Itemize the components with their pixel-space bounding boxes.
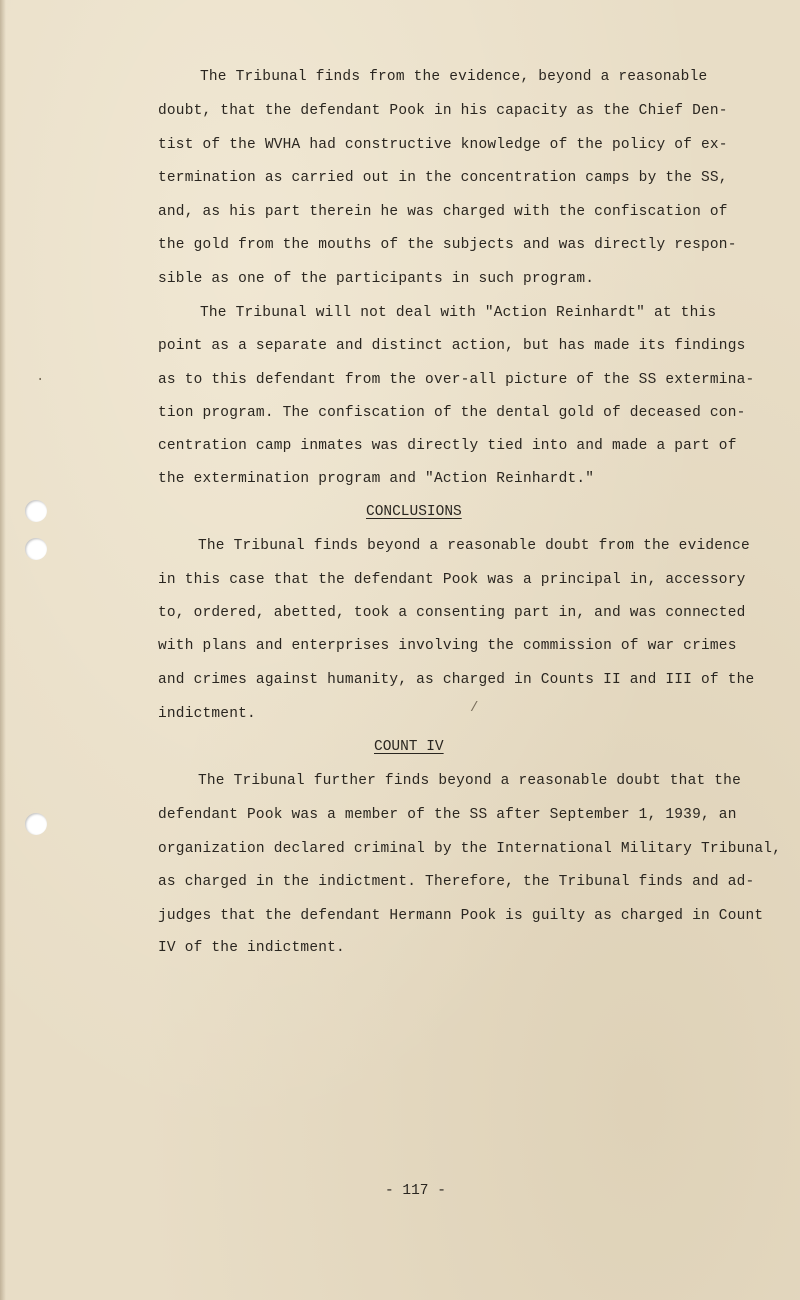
paragraph-3-line-4: with plans and enterprises involving the commission of war crimes — [158, 638, 737, 654]
paragraph-2-line-5: centration camp inmates was directly tied into and made a part of — [158, 438, 737, 454]
paragraph-2-line-2: point as a separate and distinct action, but has made its findings — [158, 338, 746, 354]
paragraph-2-line-3: as to this defendant from the over-all picture of the SS extermina- — [158, 372, 755, 388]
paragraph-1-line-5: and, as his part therein he was charged with the confiscation of — [158, 204, 728, 220]
paragraph-3-line-1: The Tribunal finds beyond a reasonable doubt from the evidence — [198, 538, 750, 554]
paragraph-3-line-2: in this case that the defendant Pook was a principal in, accessory — [158, 572, 746, 588]
stray-mark-icon: · — [36, 372, 45, 388]
count-iv-heading: COUNT IV — [374, 739, 444, 755]
paragraph-1-line-4: termination as carried out in the concentration camps by the SS, — [158, 170, 728, 186]
punch-hole-icon — [25, 813, 47, 835]
paragraph-2-line-4: tion program. The confiscation of the dental gold of deceased con- — [158, 405, 746, 421]
punch-hole-icon — [25, 500, 47, 522]
paragraph-1-line-2: doubt, that the defendant Pook in his capacity as the Chief Den- — [158, 103, 728, 119]
paragraph-3-line-5: and crimes against humanity, as charged in Counts II and III of the — [158, 672, 755, 688]
paragraph-3-line-3: to, ordered, abetted, took a consenting part in, and was connected — [158, 605, 746, 621]
paragraph-3-line-6: indictment. — [158, 706, 256, 722]
punch-hole-icon — [25, 538, 47, 560]
paragraph-2-line-1: The Tribunal will not deal with "Action Reinhardt" at this — [200, 305, 717, 321]
paragraph-4-line-6: IV of the indictment. — [158, 940, 345, 956]
paragraph-2-line-6: the extermination program and "Action Reinhardt." — [158, 471, 595, 487]
stray-pencil-mark-icon: / — [470, 700, 479, 716]
paragraph-1-line-7: sible as one of the participants in such program. — [158, 271, 595, 287]
paragraph-4-line-1: The Tribunal further finds beyond a reasonable doubt that the — [198, 773, 741, 789]
paragraph-1-line-3: tist of the WVHA had constructive knowledge of the policy of ex- — [158, 137, 728, 153]
paragraph-1-line-6: the gold from the mouths of the subjects and was directly respon- — [158, 237, 737, 253]
page-edge-shadow — [0, 0, 6, 1300]
paragraph-1-line-1: The Tribunal finds from the evidence, beyond a reasonable — [200, 69, 708, 85]
paragraph-4-line-3: organization declared criminal by the International Military Tribunal, — [158, 841, 782, 857]
conclusions-heading: CONCLUSIONS — [366, 504, 462, 520]
paragraph-4-line-4: as charged in the indictment. Therefore, the Tribunal finds and ad- — [158, 874, 755, 890]
page-number: - 117 - — [385, 1183, 446, 1199]
paragraph-4-line-5: judges that the defendant Hermann Pook is guilty as charged in Count — [158, 908, 764, 924]
paragraph-4-line-2: defendant Pook was a member of the SS after September 1, 1939, an — [158, 807, 737, 823]
